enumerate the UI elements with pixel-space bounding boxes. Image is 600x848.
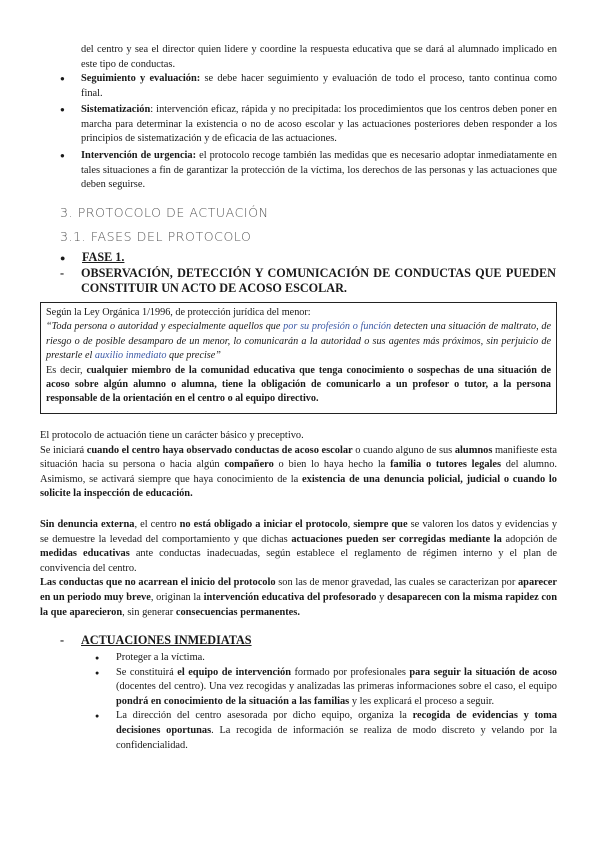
text: . La recogida de información se realiza de modo discreto y velando por la confidencialidad. [116, 724, 557, 751]
dash-marker: - [60, 633, 65, 647]
box-conclusion [46, 364, 551, 407]
item-text: el protocolo recoge también las medidas que es necesario adoptar inmediatamente en tales situaciones a fin de garantizar la protección de la víctima, los derechos de las personas y las actuaciones que deben seguirse. [81, 149, 557, 191]
body-section [40, 518, 557, 620]
list-item [95, 709, 557, 753]
text: y les explicará el proceso a seguir. [349, 695, 495, 707]
legal-box [40, 302, 557, 414]
phase-heading [60, 250, 124, 266]
quote-text: que precise” [166, 350, 221, 362]
bold-text: el equipo de intervención [177, 666, 291, 678]
bold-text: consecuencias permanentes. [175, 606, 300, 618]
bold-text: para seguir la situación de acoso [409, 666, 558, 678]
bold-text: cuando el centro haya observado conductas de acoso escolar [86, 444, 353, 456]
actions-heading-text: ACTUACIONES INMEDIATAS [81, 633, 252, 647]
item-label: Sistematización [81, 104, 151, 116]
actions-list [95, 651, 557, 753]
text: del alumno. Asimismo, se activará siempre que haya conocimiento de la [40, 459, 557, 485]
bold-text: intervención educativa del profesorado [203, 591, 377, 603]
bullet-icon: ● [95, 712, 100, 721]
paragraph [40, 518, 557, 576]
principles-list [60, 72, 557, 193]
quote-highlight: auxilio inmediato [94, 350, 167, 362]
section-heading: 3. PROTOCOLO DE ACTUACIÓN [60, 205, 269, 220]
item-label: Intervención de urgencia: [81, 149, 197, 161]
text: (docentes del centro). Una vez recogidas y analizadas las primeras informaciones sobre el caso, el equipo [116, 681, 557, 693]
bold-text: familia o tutores legales [390, 459, 502, 471]
box-intro: Según la Ley Orgánica 1/1996, de protección jurídica del menor: [46, 307, 311, 318]
observation-heading-text: OBSERVACIÓN, DETECCIÓN Y COMUNICACIÓN DE CONDUCTAS QUE PUEDEN CONSTITUIR UN ACTO DE ACOSO ESCOLAR. [81, 266, 556, 295]
bold-text: pondrá en conocimiento de la situación a las familias [116, 695, 350, 707]
actions-heading [60, 633, 252, 648]
quote-text: “Toda persona o autoridad y especialmente aquellos que [46, 321, 284, 333]
observation-heading [60, 266, 556, 296]
text: Se iniciará [40, 444, 87, 456]
bold-text: actuaciones pueden ser corregidas mediante la [291, 533, 502, 545]
bold-text: Las conductas que no acarrean el inicio del protocolo [40, 577, 276, 589]
bullet-icon: ● [60, 253, 66, 263]
quote-highlight: por su profesión o función [283, 321, 392, 333]
list-item [60, 72, 557, 101]
subsection-heading: 3.1. FASES DEL PROTOCOLO [60, 229, 252, 244]
text: manifieste esta situación hacia su persona o hacia algún [40, 444, 558, 471]
bold-text: siempre que [353, 519, 408, 530]
bold-text: alumnos [454, 444, 493, 456]
list-item [60, 103, 557, 147]
text: ante conductas inadecuadas, según establece el reglamento de régimen interno y el plan de convivencia del centro. [40, 548, 557, 574]
item-label: Seguimiento y evaluación: [81, 73, 201, 84]
bullet-icon: ● [95, 668, 100, 677]
bold-text: Sin denuncia externa [40, 519, 135, 530]
text: Se constituirá [116, 666, 178, 678]
continuation-paragraph: del centro y sea el director quien lidere y coordine la respuesta educativa que se dará al alumnado implicado en este tipo de conductas. [81, 44, 557, 70]
bullet-icon: ● [60, 150, 65, 160]
paragraph: El protocolo de actuación tiene un carácter básico y preceptivo. [40, 430, 304, 441]
conclusion-bold: cualquier miembro de la comunidad educativa que tenga conocimiento o sospechas de una situación de acoso sobre algún alumno o alumna, tiene la obligación de comunicarlo a un profesor o tutor, a la persona responsable de la orientación en el centro o al equipo directivo. [46, 364, 552, 405]
paragraph [40, 444, 557, 502]
list-item [60, 149, 557, 193]
conclusion-lead: Es decir, [46, 364, 87, 376]
bold-text: recogida de evidencias y toma decisiones oportunas [116, 710, 558, 736]
text: son las de menor gravedad, las cuales se caracterizan por [275, 577, 518, 589]
text: adopción de [501, 533, 557, 545]
item-text: : intervención eficaz, rápida y no precipitada: los procedimientos que los centros deben poner en marcha para determinar la existencia o no de acoso escolar y las actuaciones posteriores deben responder a los principios de sistematización y de eficacia de las actuaciones. [81, 104, 557, 145]
phase-label: FASE 1. [82, 250, 125, 264]
text: La dirección del centro asesorada por dicho equipo, organiza la [116, 710, 413, 722]
bold-text: no está obligado a iniciar el protocolo [179, 519, 348, 530]
bullet-icon: ● [60, 105, 65, 115]
body-section [40, 429, 557, 502]
list-item [95, 666, 557, 710]
bullet-icon: ● [60, 74, 65, 83]
list-item [95, 651, 557, 666]
bold-text: existencia de una denuncia policial, judicial o cuando lo solicite la inspección de educación. [40, 473, 557, 500]
text: , [347, 519, 354, 530]
bold-text: aparecer en un periodo muy breve [40, 577, 558, 603]
law-quote [46, 320, 551, 363]
text: formado por profesionales [290, 666, 410, 678]
text: o bien lo haya hecho la [273, 459, 391, 471]
text: se valoren los datos y evidencias y se demuestre la levedad del comportamiento y que dichas [40, 519, 558, 545]
bold-text: compañero [224, 459, 274, 471]
dash-marker: - [60, 266, 65, 280]
text: , originan la [150, 591, 204, 603]
text: o cuando alguno de sus [352, 444, 455, 456]
quote-text: detecten una situación de maltrato, de riesgo o de posible desamparo de un menor, lo comunicarán a la autoridad o sus agentes más próximos, sin perjuicio de prestarle el [46, 321, 551, 362]
item-text: Proteger a la víctima. [116, 652, 205, 663]
bullet-icon: ● [95, 654, 100, 662]
text: , sin generar [122, 606, 176, 618]
text: y [376, 591, 387, 603]
item-text: se debe hacer seguimiento y evaluación de todo el proceso, tanto continua como final. [81, 73, 557, 99]
bold-text: medidas educativas [40, 548, 130, 560]
text: , el centro [134, 519, 180, 530]
paragraph [40, 576, 557, 620]
bold-text: desaparecen con la misma rapidez con la que aparecieron [40, 591, 558, 618]
